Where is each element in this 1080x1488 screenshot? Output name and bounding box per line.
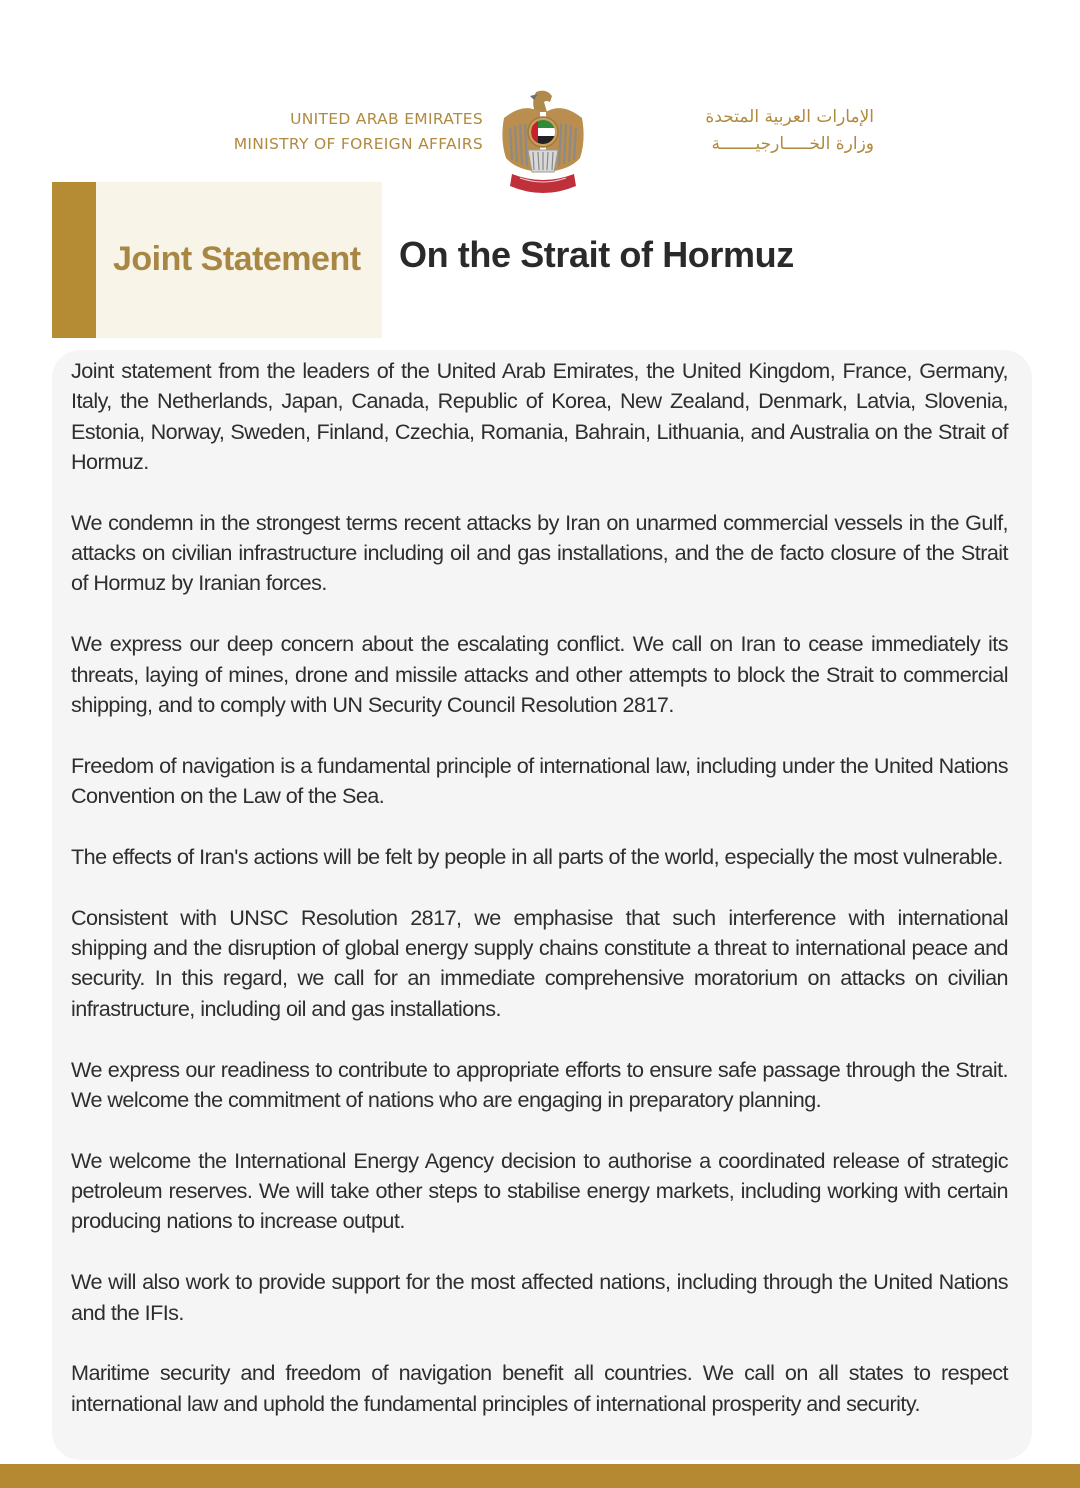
paragraph: We condemn in the strongest terms recent attacks by Iran on unarmed commercial vessels in the Gulf, attacks on civilian infrastructure including oil and gas installations, and the de facto closure of the Strait of Hormuz by Iranian forces. [71,509,1008,596]
ministry-name-english [234,107,483,157]
paragraph: Consistent with UNSC Resolution 2817, we emphasise that such interference with international shipping and the disruption of global energy supply chains constitute a threat to international peace and security. In this regard, we call for an immediate comprehensive moratorium on attacks on civilian infrastructure, including oil and gas installations. [71,904,1008,1021]
paragraph: We welcome the International Energy Agency decision to authorise a coordinated release of strategic petroleum reserves. We will take other steps to stabilise energy markets, including working with certain producing nations to increase output. [71,1147,1008,1234]
ministry-name-arabic [604,104,874,158]
document-type-label: Joint Statement [113,240,361,278]
paragraph: Joint statement from the leaders of the United Arab Emirates, the United Kingdom, France, Germany, Italy, the Netherlands, Japan, Canada, Republic of Korea, New Zealand, Denmark, Latvia, Slovenia, Estonia, Norway, Sweden, Finland, Czechia, Romania, Bahrain, Lithuania, and Australia on the Strait of Hormuz. [71,358,1008,474]
title-block [52,182,382,338]
paragraph: We express our deep concern about the escalating conflict. We call on Iran to cease immediately its threats, laying of mines, drone and missile attacks and other attempts to block the Strait to commercial shipping, and to comply with UN Security Council Resolution 2817. [71,631,1008,717]
uae-falcon-emblem-icon [500,88,586,196]
country-name-ar: الإمارات العربية المتحدة [705,107,874,127]
ministry-name-en: MINISTRY OF FOREIGN AFFAIRS [233,135,483,153]
statement-body [71,356,1008,1450]
paragraph: Maritime security and freedom of navigation benefit all countries. We call on all states to respect international law and uphold the fundamental principles of international prosperity and security. [71,1360,1008,1416]
paragraph: The effects of Iran's actions will be felt by people in all parts of the world, especially the most vulnerable. [71,843,1003,869]
paragraph: Freedom of navigation is a fundamental principle of international law, including under the United Nations Convention on the Law of the Sea. [71,752,1008,809]
ministry-name-ar: وزارة الخـــــارجيـــــــة [711,134,874,154]
paragraph: We will also work to provide support for the most affected nations, including through the United Nations and the IFIs. [71,1269,1008,1325]
title-accent-bar [52,182,96,338]
paragraph: We express our readiness to contribute to appropriate efforts to ensure safe passage through the Strait. We welcome the commitment of nations who are engaging in preparatory planning. [71,1056,1008,1112]
country-name-en: UNITED ARAB EMIRATES [290,110,483,128]
letterhead [0,86,1080,196]
footer-gold-bar [0,1464,1080,1488]
document-title: On the Strait of Hormuz [399,234,794,275]
